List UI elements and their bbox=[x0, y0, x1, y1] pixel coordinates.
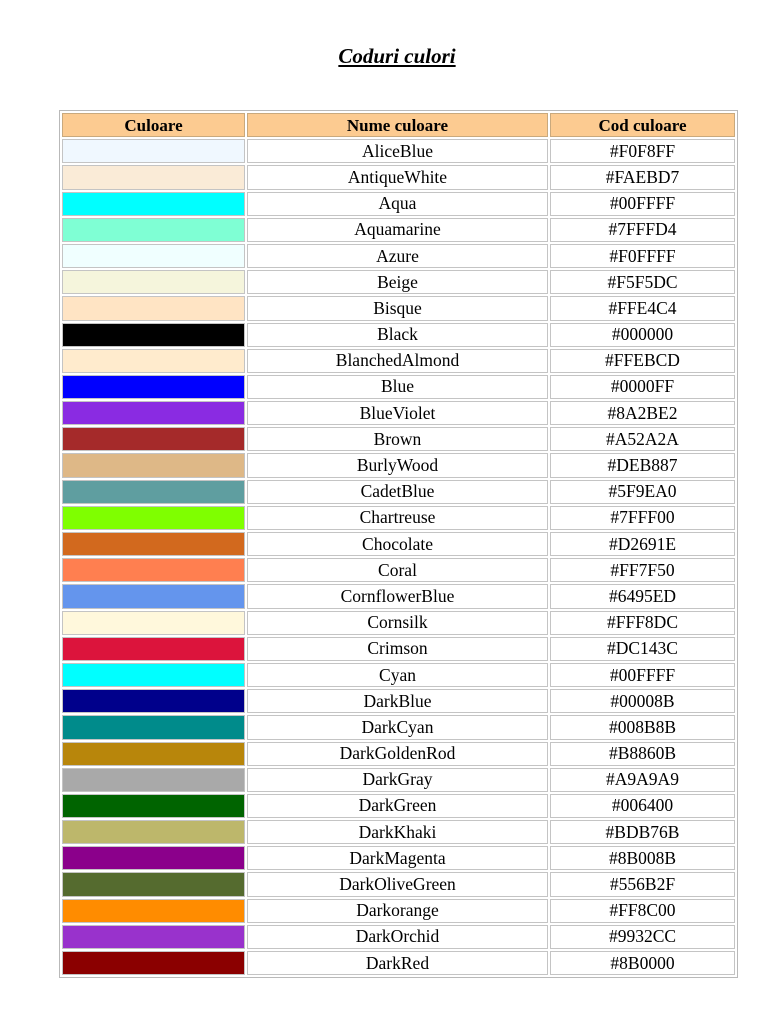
color-swatch bbox=[62, 689, 245, 713]
header-name: Nume culoare bbox=[247, 113, 548, 137]
color-name-cell: DarkOliveGreen bbox=[247, 872, 548, 896]
color-name-cell: AntiqueWhite bbox=[247, 165, 548, 189]
color-name-cell: DarkOrchid bbox=[247, 925, 548, 949]
color-name-cell: DarkBlue bbox=[247, 689, 548, 713]
table-row bbox=[62, 218, 735, 242]
color-code-cell: #6495ED bbox=[550, 584, 735, 608]
color-swatch bbox=[62, 951, 245, 975]
color-code-cell: #7FFFD4 bbox=[550, 218, 735, 242]
color-name-cell: Brown bbox=[247, 427, 548, 451]
color-code-cell: #FFEBCD bbox=[550, 349, 735, 373]
color-swatch bbox=[62, 506, 245, 530]
table-row bbox=[62, 899, 735, 923]
color-code-cell: #BDB76B bbox=[550, 820, 735, 844]
table-row bbox=[62, 742, 735, 766]
table-body bbox=[62, 139, 735, 975]
color-code-cell: #F5F5DC bbox=[550, 270, 735, 294]
table-row bbox=[62, 846, 735, 870]
color-swatch bbox=[62, 768, 245, 792]
color-swatch bbox=[62, 349, 245, 373]
table-row bbox=[62, 872, 735, 896]
color-name-cell: Cornsilk bbox=[247, 611, 548, 635]
page-title: Coduri culori bbox=[338, 44, 456, 68]
table-row bbox=[62, 296, 735, 320]
color-code-cell: #FF8C00 bbox=[550, 899, 735, 923]
color-name-cell: Blue bbox=[247, 375, 548, 399]
color-code-cell: #8B0000 bbox=[550, 951, 735, 975]
table-row bbox=[62, 611, 735, 635]
color-swatch bbox=[62, 401, 245, 425]
color-name-cell: Beige bbox=[247, 270, 548, 294]
color-name-cell: Darkorange bbox=[247, 899, 548, 923]
color-swatch bbox=[62, 558, 245, 582]
color-code-cell: #008B8B bbox=[550, 715, 735, 739]
color-name-cell: DarkCyan bbox=[247, 715, 548, 739]
color-table bbox=[59, 110, 738, 978]
color-code-cell: #8A2BE2 bbox=[550, 401, 735, 425]
table-row bbox=[62, 165, 735, 189]
table-row bbox=[62, 689, 735, 713]
table-row bbox=[62, 794, 735, 818]
table-header-row bbox=[62, 113, 735, 137]
table-row bbox=[62, 427, 735, 451]
color-code-cell: #556B2F bbox=[550, 872, 735, 896]
color-swatch bbox=[62, 453, 245, 477]
color-swatch bbox=[62, 872, 245, 896]
color-name-cell: Coral bbox=[247, 558, 548, 582]
color-code-cell: #DC143C bbox=[550, 637, 735, 661]
table-row bbox=[62, 244, 735, 268]
color-name-cell: DarkKhaki bbox=[247, 820, 548, 844]
color-name-cell: BurlyWood bbox=[247, 453, 548, 477]
color-swatch bbox=[62, 925, 245, 949]
color-name-cell: CornflowerBlue bbox=[247, 584, 548, 608]
color-swatch bbox=[62, 846, 245, 870]
color-name-cell: DarkGoldenRod bbox=[247, 742, 548, 766]
color-name-cell: Black bbox=[247, 323, 548, 347]
color-name-cell: DarkGreen bbox=[247, 794, 548, 818]
color-swatch bbox=[62, 296, 245, 320]
color-swatch bbox=[62, 742, 245, 766]
color-name-cell: BlanchedAlmond bbox=[247, 349, 548, 373]
color-name-cell: Chartreuse bbox=[247, 506, 548, 530]
color-name-cell: Aqua bbox=[247, 192, 548, 216]
table-row bbox=[62, 375, 735, 399]
color-code-cell: #B8860B bbox=[550, 742, 735, 766]
table-row bbox=[62, 951, 735, 975]
color-code-cell: #FFE4C4 bbox=[550, 296, 735, 320]
color-swatch bbox=[62, 323, 245, 347]
color-name-cell: BlueViolet bbox=[247, 401, 548, 425]
color-code-cell: #FFF8DC bbox=[550, 611, 735, 635]
color-code-cell: #00008B bbox=[550, 689, 735, 713]
color-swatch bbox=[62, 165, 245, 189]
color-code-cell: #006400 bbox=[550, 794, 735, 818]
color-name-cell: DarkRed bbox=[247, 951, 548, 975]
table-row bbox=[62, 925, 735, 949]
table-row bbox=[62, 349, 735, 373]
table-row bbox=[62, 323, 735, 347]
color-code-cell: #A52A2A bbox=[550, 427, 735, 451]
table-row bbox=[62, 532, 735, 556]
color-code-cell: #0000FF bbox=[550, 375, 735, 399]
color-swatch bbox=[62, 532, 245, 556]
header-swatch: Culoare bbox=[62, 113, 245, 137]
color-code-cell: #D2691E bbox=[550, 532, 735, 556]
table-row bbox=[62, 401, 735, 425]
table-row bbox=[62, 715, 735, 739]
color-name-cell: DarkGray bbox=[247, 768, 548, 792]
color-name-cell: Chocolate bbox=[247, 532, 548, 556]
color-name-cell: DarkMagenta bbox=[247, 846, 548, 870]
color-code-cell: #00FFFF bbox=[550, 663, 735, 687]
color-code-cell: #00FFFF bbox=[550, 192, 735, 216]
color-name-cell: Aquamarine bbox=[247, 218, 548, 242]
header-code: Cod culoare bbox=[550, 113, 735, 137]
table-row bbox=[62, 558, 735, 582]
color-swatch bbox=[62, 663, 245, 687]
color-swatch bbox=[62, 480, 245, 504]
color-swatch bbox=[62, 584, 245, 608]
table-row bbox=[62, 192, 735, 216]
color-code-cell: #F0F8FF bbox=[550, 139, 735, 163]
color-swatch bbox=[62, 218, 245, 242]
color-swatch bbox=[62, 899, 245, 923]
color-name-cell: AliceBlue bbox=[247, 139, 548, 163]
color-swatch bbox=[62, 611, 245, 635]
table-row bbox=[62, 270, 735, 294]
color-swatch bbox=[62, 820, 245, 844]
color-swatch bbox=[62, 637, 245, 661]
table-row bbox=[62, 480, 735, 504]
table-row bbox=[62, 453, 735, 477]
color-swatch bbox=[62, 270, 245, 294]
table-row bbox=[62, 506, 735, 530]
color-name-cell: Bisque bbox=[247, 296, 548, 320]
color-code-cell: #000000 bbox=[550, 323, 735, 347]
color-name-cell: Azure bbox=[247, 244, 548, 268]
color-swatch bbox=[62, 139, 245, 163]
color-code-cell: #FF7F50 bbox=[550, 558, 735, 582]
table-row bbox=[62, 768, 735, 792]
table-row bbox=[62, 584, 735, 608]
color-swatch bbox=[62, 427, 245, 451]
color-swatch bbox=[62, 192, 245, 216]
color-name-cell: Crimson bbox=[247, 637, 548, 661]
color-code-cell: #9932CC bbox=[550, 925, 735, 949]
color-code-cell: #8B008B bbox=[550, 846, 735, 870]
table-row bbox=[62, 820, 735, 844]
color-swatch bbox=[62, 244, 245, 268]
color-name-cell: Cyan bbox=[247, 663, 548, 687]
color-code-cell: #DEB887 bbox=[550, 453, 735, 477]
table-row bbox=[62, 637, 735, 661]
color-swatch bbox=[62, 794, 245, 818]
color-swatch bbox=[62, 375, 245, 399]
color-code-cell: #7FFF00 bbox=[550, 506, 735, 530]
color-swatch bbox=[62, 715, 245, 739]
color-code-cell: #5F9EA0 bbox=[550, 480, 735, 504]
color-code-cell: #F0FFFF bbox=[550, 244, 735, 268]
color-code-cell: #FAEBD7 bbox=[550, 165, 735, 189]
table-row bbox=[62, 139, 735, 163]
table-row bbox=[62, 663, 735, 687]
color-code-cell: #A9A9A9 bbox=[550, 768, 735, 792]
color-name-cell: CadetBlue bbox=[247, 480, 548, 504]
